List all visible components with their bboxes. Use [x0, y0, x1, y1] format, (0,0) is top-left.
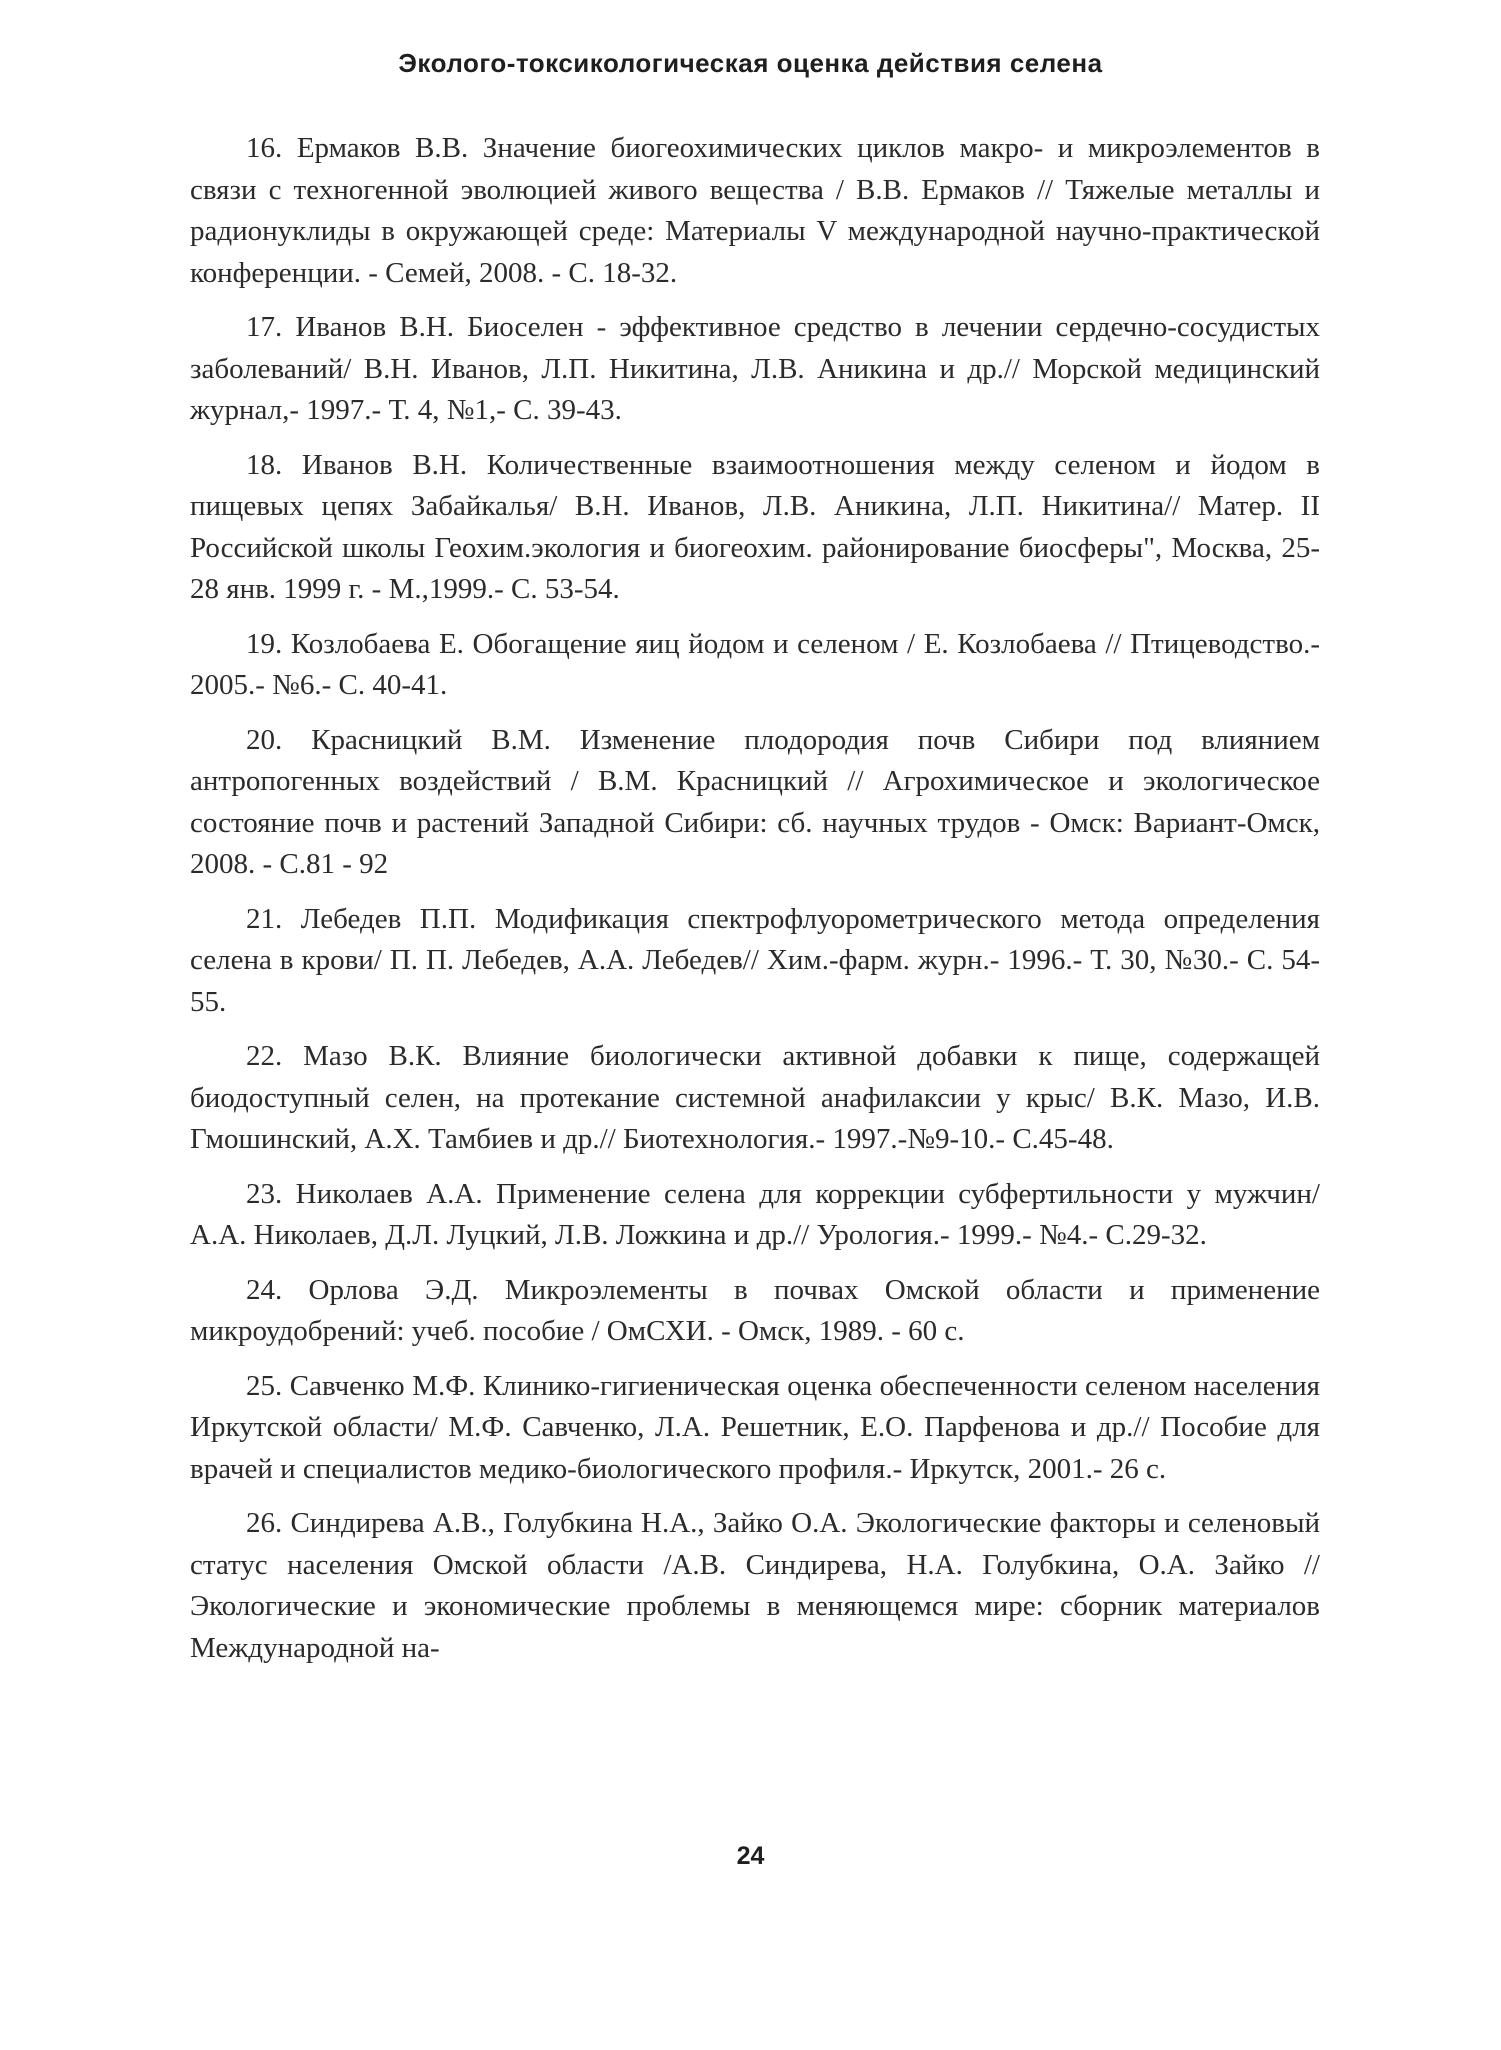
reference-item-18: 18. Иванов В.Н. Количественные взаимоотношения между селеном и йодом в пищевых цепях Забайкалья/ В.Н. Иванов, Л.В. Аникина, Л.П. Никитина// Матер. II Российской школы Геохим.экология и биогеохим. районирование биосферы", Москва, 25-28 янв. 1999 г. - М.,1999.- С. 53-54. — [190, 448, 1320, 605]
reference-item-17: 17. Иванов В.Н. Биоселен - эффективное средство в лечении сердечно-сосудистых заболеваний/ В.Н. Иванов, Л.П. Никитина, Л.В. Аникина и др.// Морской медицинский журнал,- 1997.- Т. 4, №1,- С. 39-43. — [190, 311, 1320, 426]
reference-item-21: 21. Лебедев П.П. Модификация спектрофлуорометрического метода определения селена в крови/ П. П. Лебедев, А.А. Лебедев// Хим.-фарм. журн.- 1996.- Т. 30, №30.- С. 54-55. — [190, 902, 1320, 1018]
reference-item-23: 23. Николаев А.А. Применение селена для коррекции субфертильности у мужчин/ А.А. Николаев, Д.Л. Луцкий, Л.В. Ложкина и др.// Урология.- 1999.- №4.- С.29-32. — [190, 1177, 1320, 1251]
reference-item-26: 26. Синдирева А.В., Голубкина Н.А., Зайко О.А. Экологические факторы и селеновый статус населения Омской области /А.В. Синдирева, Н.А. Голубкина, О.А. Зайко // Экологические и экономические проблемы в меняющемся мире: сборник материалов Международной на- — [190, 1507, 1320, 1664]
page-number: 24 — [736, 1842, 765, 1870]
reference-item-16: 16. Ермаков В.В. Значение биогеохимических циклов макро- и микроэлементов в связи с техногенной эволюцией живого вещества / В.В. Ермаков // Тяжелые металлы и радионуклиды в окружающей среде: Материалы V международной научно-практической конференции. - Семей, 2008. - С. 18-32. — [190, 132, 1320, 289]
reference-list — [190, 128, 1320, 1682]
reference-item-25: 25. Савченко М.Ф. Клинико-гигиеническая оценка обеспеченности селеном населения Иркутской области/ М.Ф. Савченко, Л.А. Решетник, Е.О. Парфенова и др.// Пособие для врачей и специалистов медико-биологического профиля.- Иркутск, 2001.- 26 с. — [190, 1369, 1320, 1485]
running-header: Эколого-токсикологическая оценка действия селена — [398, 48, 1103, 78]
reference-item-20: 20. Красницкий В.М. Изменение плодородия почв Сибири под влиянием антропогенных воздействий / В.М. Красницкий // Агрохимическое и экологическое состояние почв и растений Западной Сибири: сб. научных трудов - Омск: Вариант-Омск, 2008. - С.81 - 92 — [190, 723, 1320, 880]
reference-item-19: 19. Козлобаева Е. Обогащение яиц йодом и селеном / Е. Козлобаева // Птицеводство.- 2005.- №6.- С. 40-41. — [190, 627, 1320, 701]
reference-item-22: 22. Мазо В.К. Влияние биологически активной добавки к пище, содержащей биодоступный селен, на протекание системной анафилаксии у крыс/ В.К. Мазо, И.В. Гмошинский, А.Х. Тамбиев и др.// Биотехнология.- 1997.-№9-10.- С.45-48. — [190, 1040, 1320, 1155]
reference-item-24: 24. Орлова Э.Д. Микроэлементы в почвах Омской области и применение микроудобрений: учеб. пособие / ОмСХИ. - Омск, 1989. - 60 с. — [190, 1273, 1320, 1347]
